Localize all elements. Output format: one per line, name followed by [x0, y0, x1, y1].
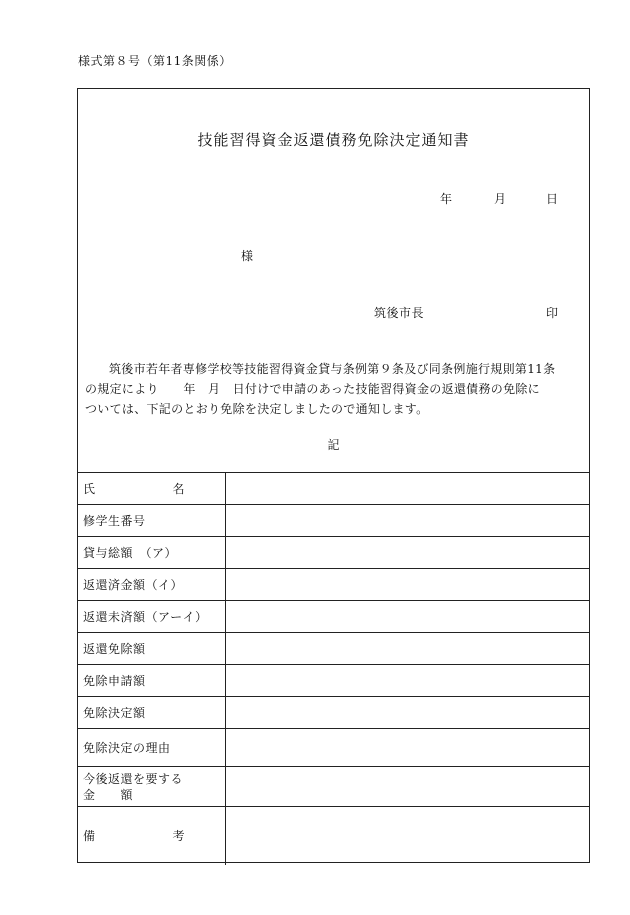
row-value-future-repayment[interactable] — [226, 767, 591, 807]
row-label-requested-amount: 免除申請額 — [77, 665, 226, 697]
date-year: 年 — [440, 192, 453, 206]
addressee-suffix: 様 — [241, 249, 254, 263]
label-line: 金 額 — [83, 787, 134, 802]
label-part: 考 — [172, 829, 185, 844]
label-line: 今後返還を要する — [83, 771, 184, 786]
row-label-repaid-amount: 返還済金額（イ） — [77, 569, 226, 601]
row-label-reason: 免除決定の理由 — [77, 729, 226, 767]
notice-frame — [77, 88, 590, 863]
table-row — [77, 807, 590, 865]
row-value-exemption-amount[interactable] — [226, 633, 591, 665]
row-label-total-loan: 貸与総額 （ア） — [77, 537, 226, 569]
row-value-requested-amount[interactable] — [226, 665, 591, 697]
table-row — [77, 697, 590, 729]
row-label-name — [77, 473, 226, 505]
row-value-reason[interactable] — [226, 729, 591, 767]
row-label-exemption-amount: 返還免除額 — [77, 633, 226, 665]
table-row — [77, 665, 590, 697]
table-row — [77, 767, 590, 807]
label-part: 備 — [83, 829, 96, 844]
date-day: 日 — [546, 192, 559, 206]
body-line-1: 筑後市若年者専修学校等技能習得資金貸与条例第９条及び同条例施行規則第11条 — [109, 362, 556, 376]
ki-heading: 記 — [327, 438, 340, 452]
label-part: 氏 — [83, 482, 96, 496]
form-number: 様式第８号（第11条関係） — [78, 54, 232, 68]
row-value-unpaid-amount[interactable] — [226, 601, 591, 633]
seal-mark: 印 — [546, 306, 559, 320]
row-label-decided-amount: 免除決定額 — [77, 697, 226, 729]
body-line-2: の規定により 年 月 日付けで申請のあった技能習得資金の返還債務の免除に — [85, 382, 540, 396]
table-row — [77, 537, 590, 569]
row-value-repaid-amount[interactable] — [226, 569, 591, 601]
issuer-title: 筑後市長 — [374, 306, 425, 320]
row-value-student-number[interactable] — [226, 505, 591, 537]
label-part: 名 — [172, 482, 185, 496]
row-label-remarks — [77, 807, 226, 865]
table-row — [77, 569, 590, 601]
row-value-remarks[interactable] — [226, 807, 591, 865]
document-title: 技能習得資金返還債務免除決定通知書 — [197, 131, 470, 149]
notice-body — [85, 359, 585, 419]
row-value-decided-amount[interactable] — [226, 697, 591, 729]
row-value-total-loan[interactable] — [226, 537, 591, 569]
row-label-future-repayment — [77, 767, 226, 807]
items-table — [77, 472, 590, 865]
row-label-unpaid-amount: 返還未済額（アーイ） — [77, 601, 226, 633]
table-row — [77, 601, 590, 633]
row-label-student-number: 修学生番号 — [77, 505, 226, 537]
table-row — [77, 729, 590, 767]
table-row — [77, 473, 590, 505]
table-row — [77, 633, 590, 665]
body-line-3: ついては、下記のとおり免除を決定しましたので通知します。 — [85, 402, 429, 416]
row-value-name[interactable] — [226, 473, 591, 505]
table-row — [77, 505, 590, 537]
date-month: 月 — [494, 192, 507, 206]
